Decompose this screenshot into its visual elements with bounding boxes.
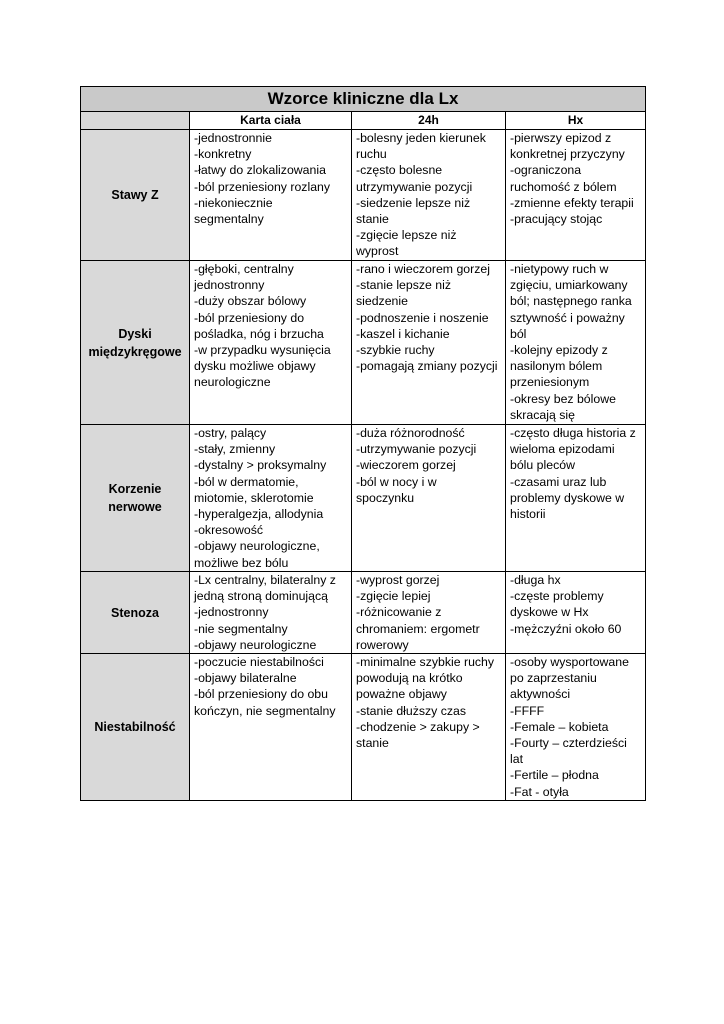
cell-stenoza-karta-ciala <box>190 572 352 654</box>
cell-text-line: -konkretny <box>194 147 252 162</box>
cell-text-line: -różnicowanie z <box>356 605 442 620</box>
cell-text-line: -dystalny > proksymalny <box>194 458 327 473</box>
cell-text-line: -jednostronny <box>194 605 269 620</box>
cell-text-line: -utrzymywanie pozycji <box>356 442 477 457</box>
cell-text-line: kończyn, nie segmentalny <box>194 703 336 718</box>
cell-text-line: -wieczorem gorzej <box>356 458 456 473</box>
cell-text-line: -zmienne efekty terapii <box>510 195 634 210</box>
cell-text-line: po zaprzestaniu <box>510 671 597 686</box>
cell-dyski-miedzykregowe-hx <box>506 261 646 425</box>
cell-text-line: sztywność i poważny <box>510 310 625 325</box>
cell-text-line: -Lx centralny, bilateralny z <box>194 573 336 587</box>
cell-text-line: -stanie dłuższy czas <box>356 703 467 718</box>
cell-text-line: skracają się <box>510 407 575 422</box>
cell-text-line: siedzenie <box>356 294 408 309</box>
cell-text-line: miotomie, sklerotomie <box>194 490 314 505</box>
cell-text-line: -objawy neurologiczne <box>194 637 317 652</box>
cell-text-line: utrzymywanie pozycji <box>356 179 473 194</box>
cell-text-line: -pomagają zmiany pozycji <box>356 359 498 374</box>
cell-text-line: -w przypadku wysunięcia <box>194 343 331 358</box>
cell-text-line: jednostronny <box>194 278 265 293</box>
cell-text-line: -okresy bez bólowe <box>510 391 616 406</box>
header-row <box>81 112 646 130</box>
cell-niestabilnosc-hx <box>506 654 646 801</box>
cell-niestabilnosc-karta-ciala <box>190 654 352 801</box>
cell-text-line: -siedzenie lepsze niż <box>356 195 471 210</box>
table-row-niestabilnosc <box>81 654 646 801</box>
cell-text-line: -Fertile – płodna <box>510 768 599 783</box>
cell-text-line: przeniesionym <box>510 375 590 390</box>
cell-text-line: nasilonym bólem <box>510 359 603 374</box>
cell-text-line: -mężczyźni około 60 <box>510 621 622 636</box>
cell-text-line: -łatwy do zlokalizowania <box>194 163 326 178</box>
cell-text-line: ból; następnego ranka <box>510 294 632 309</box>
cell-text-line: powodują na krótko <box>356 671 463 686</box>
cell-text-line: -czasami uraz lub <box>510 474 607 489</box>
cell-text-line: segmentalny <box>194 212 264 227</box>
cell-text-line: -objawy bilateralne <box>194 671 297 686</box>
cell-text-line: pośladka, nóg i brzucha <box>194 326 324 341</box>
cell-text-line: -jednostronnie <box>194 131 272 145</box>
row-label-stenoza <box>81 572 190 654</box>
table-row-stawy-z <box>81 130 646 261</box>
cell-text-line: -wyprost gorzej <box>356 573 440 587</box>
cell-text-line: problemy dyskowe w <box>510 490 625 505</box>
cell-text-line: neurologiczne <box>194 375 271 390</box>
cell-text-line: -ból przeniesiony do obu <box>194 687 328 702</box>
cell-text-line: dyskowe w Hx <box>510 605 589 620</box>
header-corner <box>81 112 190 130</box>
header-karta-ciala: Karta ciała <box>190 112 352 130</box>
cell-text-line: -poczucie niestabilności <box>194 655 324 670</box>
cell-text-line: -zgięcie lepiej <box>356 589 431 604</box>
cell-text-line: rowerowy <box>356 637 409 652</box>
cell-text-line: konkretnej przyczyny <box>510 147 625 162</box>
row-label-line: Korzenie <box>108 482 162 496</box>
row-label-line: Dyski <box>118 326 152 341</box>
cell-text-line: -długa hx <box>510 573 561 587</box>
cell-text-line: stanie <box>356 212 389 227</box>
cell-text-line: -hyperalgezja, allodynia <box>194 507 324 522</box>
cell-text-line: lat <box>510 752 523 767</box>
cell-text-line: -duża różnorodność <box>356 426 465 440</box>
cell-text-line: chromaniem: ergometr <box>356 621 480 636</box>
cell-text-line: -podnoszenie i noszenie <box>356 310 489 325</box>
cell-text-line: -stały, zmienny <box>194 442 276 457</box>
cell-text-line: -nietypowy ruch w <box>510 262 609 276</box>
row-label-line: Stenoza <box>111 605 159 620</box>
cell-text-line: -ból w dermatomie, <box>194 474 299 489</box>
cell-text-line: -rano i wieczorem gorzej <box>356 262 490 276</box>
cell-text-line: -szybkie ruchy <box>356 343 435 358</box>
cell-text-line: -często bolesne <box>356 163 443 178</box>
cell-text-line: -ograniczona <box>510 163 582 178</box>
cell-text-line: -objawy neurologiczne, <box>194 539 320 554</box>
table-row-stenoza <box>81 572 646 654</box>
cell-text-line: -ból przeniesiony do <box>194 310 305 325</box>
cell-text-line: -zgięcie lepsze niż <box>356 228 457 243</box>
cell-text-line: -Fourty – czterdzieści <box>510 736 627 751</box>
cell-stenoza-24h <box>352 572 506 654</box>
cell-text-line: -częste problemy <box>510 589 604 604</box>
cell-text-line: zgięciu, umiarkowany <box>510 278 628 293</box>
cell-stenoza-hx <box>506 572 646 654</box>
cell-text-line: wieloma epizodami <box>510 442 615 457</box>
cell-text-line: -często długa historia z <box>510 426 636 440</box>
header-24h: 24h <box>352 112 506 130</box>
cell-text-line: stanie <box>356 736 389 751</box>
cell-text-line: -chodzenie > zakupy > <box>356 719 480 734</box>
row-label-line: Niestabilność <box>94 719 176 734</box>
title-row <box>81 87 646 112</box>
cell-dyski-miedzykregowe-24h <box>352 261 506 425</box>
cell-text-line: wyprost <box>356 244 399 259</box>
cell-text-line: -Fat - otyła <box>510 784 569 799</box>
cell-text-line: jedną stroną dominującą <box>194 589 328 604</box>
cell-text-line: ruchu <box>356 147 387 162</box>
cell-text-line: dysku możliwe objawy <box>194 359 316 374</box>
table-row-dyski-miedzykregowe <box>81 261 646 425</box>
cell-stawy-z-24h <box>352 130 506 261</box>
cell-text-line: ból <box>510 326 527 341</box>
cell-korzenie-nerwowe-24h <box>352 425 506 572</box>
cell-text-line: bólu pleców <box>510 458 575 473</box>
cell-dyski-miedzykregowe-karta-ciala <box>190 261 352 425</box>
cell-text-line: -nie segmentalny <box>194 621 288 636</box>
row-label-stawy-z <box>81 130 190 261</box>
cell-text-line: -okresowość <box>194 523 264 538</box>
cell-text-line: -Female – kobieta <box>510 719 609 734</box>
row-label-dyski-miedzykregowe <box>81 261 190 425</box>
cell-text-line: możliwe bez bólu <box>194 555 289 570</box>
cell-text-line: poważne objawy <box>356 687 447 702</box>
cell-text-line: aktywności <box>510 687 571 702</box>
cell-text-line: -pierwszy epizod z <box>510 131 612 145</box>
cell-stawy-z-karta-ciala <box>190 130 352 261</box>
cell-text-line: -bolesny jeden kierunek <box>356 131 486 145</box>
cell-text-line: ruchomość z bólem <box>510 179 617 194</box>
cell-text-line: -niekoniecznie <box>194 195 273 210</box>
table-body <box>81 130 646 801</box>
cell-text-line: -ostry, palący <box>194 426 267 440</box>
cell-stawy-z-hx <box>506 130 646 261</box>
cell-korzenie-nerwowe-hx <box>506 425 646 572</box>
cell-text-line: -FFFF <box>510 703 545 718</box>
cell-text-line: -kaszel i kichanie <box>356 326 450 341</box>
row-label-korzenie-nerwowe <box>81 425 190 572</box>
cell-text-line: -minimalne szybkie ruchy <box>356 655 495 670</box>
table-title: Wzorce kliniczne dla Lx <box>81 87 646 112</box>
cell-korzenie-nerwowe-karta-ciala <box>190 425 352 572</box>
row-label-line: międzykręgowe <box>88 344 182 359</box>
cell-text-line: -kolejny epizody z <box>510 343 608 358</box>
cell-text-line: -ból przeniesiony rozlany <box>194 179 331 194</box>
clinical-patterns-table <box>80 86 646 801</box>
cell-text-line: -duży obszar bólowy <box>194 294 307 309</box>
cell-niestabilnosc-24h <box>352 654 506 801</box>
cell-text-line: historii <box>510 507 546 522</box>
row-label-niestabilnosc <box>81 654 190 801</box>
row-label-line: Stawy Z <box>111 188 159 202</box>
cell-text-line: -stanie lepsze niż <box>356 278 452 293</box>
header-hx: Hx <box>506 112 646 130</box>
cell-text-line: -pracujący stojąc <box>510 212 603 227</box>
cell-text-line: -ból w nocy i w <box>356 474 437 489</box>
row-label-line: nerwowe <box>108 500 162 514</box>
cell-text-line: -osoby wysportowane <box>510 655 629 670</box>
cell-text-line: spoczynku <box>356 490 415 505</box>
table-row-korzenie-nerwowe <box>81 425 646 572</box>
cell-text-line: -głęboki, centralny <box>194 262 294 276</box>
